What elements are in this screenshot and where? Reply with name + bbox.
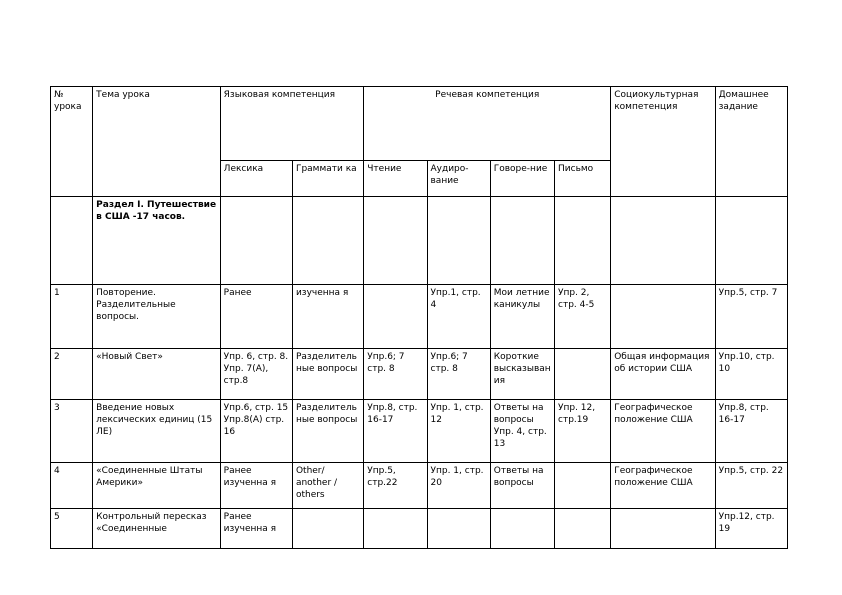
row-writing: Упр. 12, стр.19 [555, 400, 611, 463]
row-num: 2 [51, 349, 93, 400]
table-row [51, 349, 788, 400]
table-row [51, 400, 788, 463]
empty-cell [364, 197, 427, 285]
empty-cell [611, 197, 715, 285]
section-row [51, 197, 788, 285]
row-lexis: Ранее изученна я [220, 463, 292, 509]
row-lexis: Ранее изученна я [220, 509, 292, 549]
header-topic: Тема урока [93, 87, 221, 197]
row-listening: Упр. 1, стр. 12 [427, 400, 490, 463]
row-topic: Контрольный пересказ «Соединенные [93, 509, 221, 549]
row-social [611, 285, 715, 349]
row-num: 5 [51, 509, 93, 549]
row-reading: Упр.8, стр. 16-17 [364, 400, 427, 463]
row-grammar [292, 509, 363, 549]
sub-lexis: Лексика [220, 161, 292, 197]
row-homework: Упр.8, стр. 16-17 [715, 400, 787, 463]
row-speaking: Ответы на вопросы Упр. 4, стр. 13 [490, 400, 554, 463]
header-lang: Языковая компетенция [220, 87, 364, 161]
row-num: 3 [51, 400, 93, 463]
header-home: Домашнее задание [715, 87, 787, 197]
header-social: Социокультурная компетенция [611, 87, 715, 197]
row-speaking: Короткие высказывания [490, 349, 554, 400]
row-listening: Упр. 1, стр. 20 [427, 463, 490, 509]
row-social: Общая информация об истории США [611, 349, 715, 400]
row-speaking [490, 509, 554, 549]
sub-writing: Письмо [555, 161, 611, 197]
row-writing [555, 349, 611, 400]
row-topic: Повторение. Разделительные вопросы. [93, 285, 221, 349]
empty-cell [555, 197, 611, 285]
sub-speaking: Говоре-ние [490, 161, 554, 197]
table-row [51, 285, 788, 349]
row-grammar: Разделительные вопросы [292, 400, 363, 463]
table-row [51, 509, 788, 549]
sub-listening: Аудиро-вание [427, 161, 490, 197]
empty-cell [427, 197, 490, 285]
row-reading: Упр.6; 7 стр. 8 [364, 349, 427, 400]
header-num: № урока [51, 87, 93, 197]
row-listening: Упр.6; 7 стр. 8 [427, 349, 490, 400]
table-row [51, 463, 788, 509]
row-num: 1 [51, 285, 93, 349]
empty-cell [490, 197, 554, 285]
row-social: Географическое положение США [611, 463, 715, 509]
row-homework: Упр.5, стр. 22 [715, 463, 787, 509]
row-reading: Упр.5, стр.22 [364, 463, 427, 509]
row-speaking: Мои летние каникулы [490, 285, 554, 349]
row-lexis: Упр.6, стр. 15 Упр.8(А) стр. 16 [220, 400, 292, 463]
row-social: Географическое положение США [611, 400, 715, 463]
row-lexis: Ранее [220, 285, 292, 349]
row-homework: Упр.10, стр. 10 [715, 349, 787, 400]
row-num: 4 [51, 463, 93, 509]
row-listening [427, 509, 490, 549]
row-topic: «Соединенные Штаты Америки» [93, 463, 221, 509]
row-homework: Упр.12, стр. 19 [715, 509, 787, 549]
empty-cell [220, 197, 292, 285]
section-empty [51, 197, 93, 285]
sub-grammar: Граммати ка [292, 161, 363, 197]
row-grammar: Разделительные вопросы [292, 349, 363, 400]
row-topic: Введение новых лексических единиц (15 ЛЕ) [93, 400, 221, 463]
row-topic: «Новый Свет» [93, 349, 221, 400]
row-writing: Упр. 2, стр. 4-5 [555, 285, 611, 349]
sub-reading: Чтение [364, 161, 427, 197]
lesson-plan-table [50, 86, 788, 549]
header-speech: Речевая компетенция [364, 87, 611, 161]
row-homework: Упр.5, стр. 7 [715, 285, 787, 349]
empty-cell [715, 197, 787, 285]
row-social [611, 509, 715, 549]
row-speaking: Ответы на вопросы [490, 463, 554, 509]
empty-cell [292, 197, 363, 285]
row-grammar: Other/ another / others [292, 463, 363, 509]
row-reading [364, 509, 427, 549]
row-listening: Упр.1, стр. 4 [427, 285, 490, 349]
section-title: Раздел I. Путешествие в США -17 часов. [93, 197, 221, 285]
row-grammar: изученна я [292, 285, 363, 349]
row-lexis: Упр. 6, стр. 8. Упр. 7(А), стр.8 [220, 349, 292, 400]
row-writing [555, 463, 611, 509]
header-row [51, 87, 788, 161]
row-reading [364, 285, 427, 349]
row-writing [555, 509, 611, 549]
